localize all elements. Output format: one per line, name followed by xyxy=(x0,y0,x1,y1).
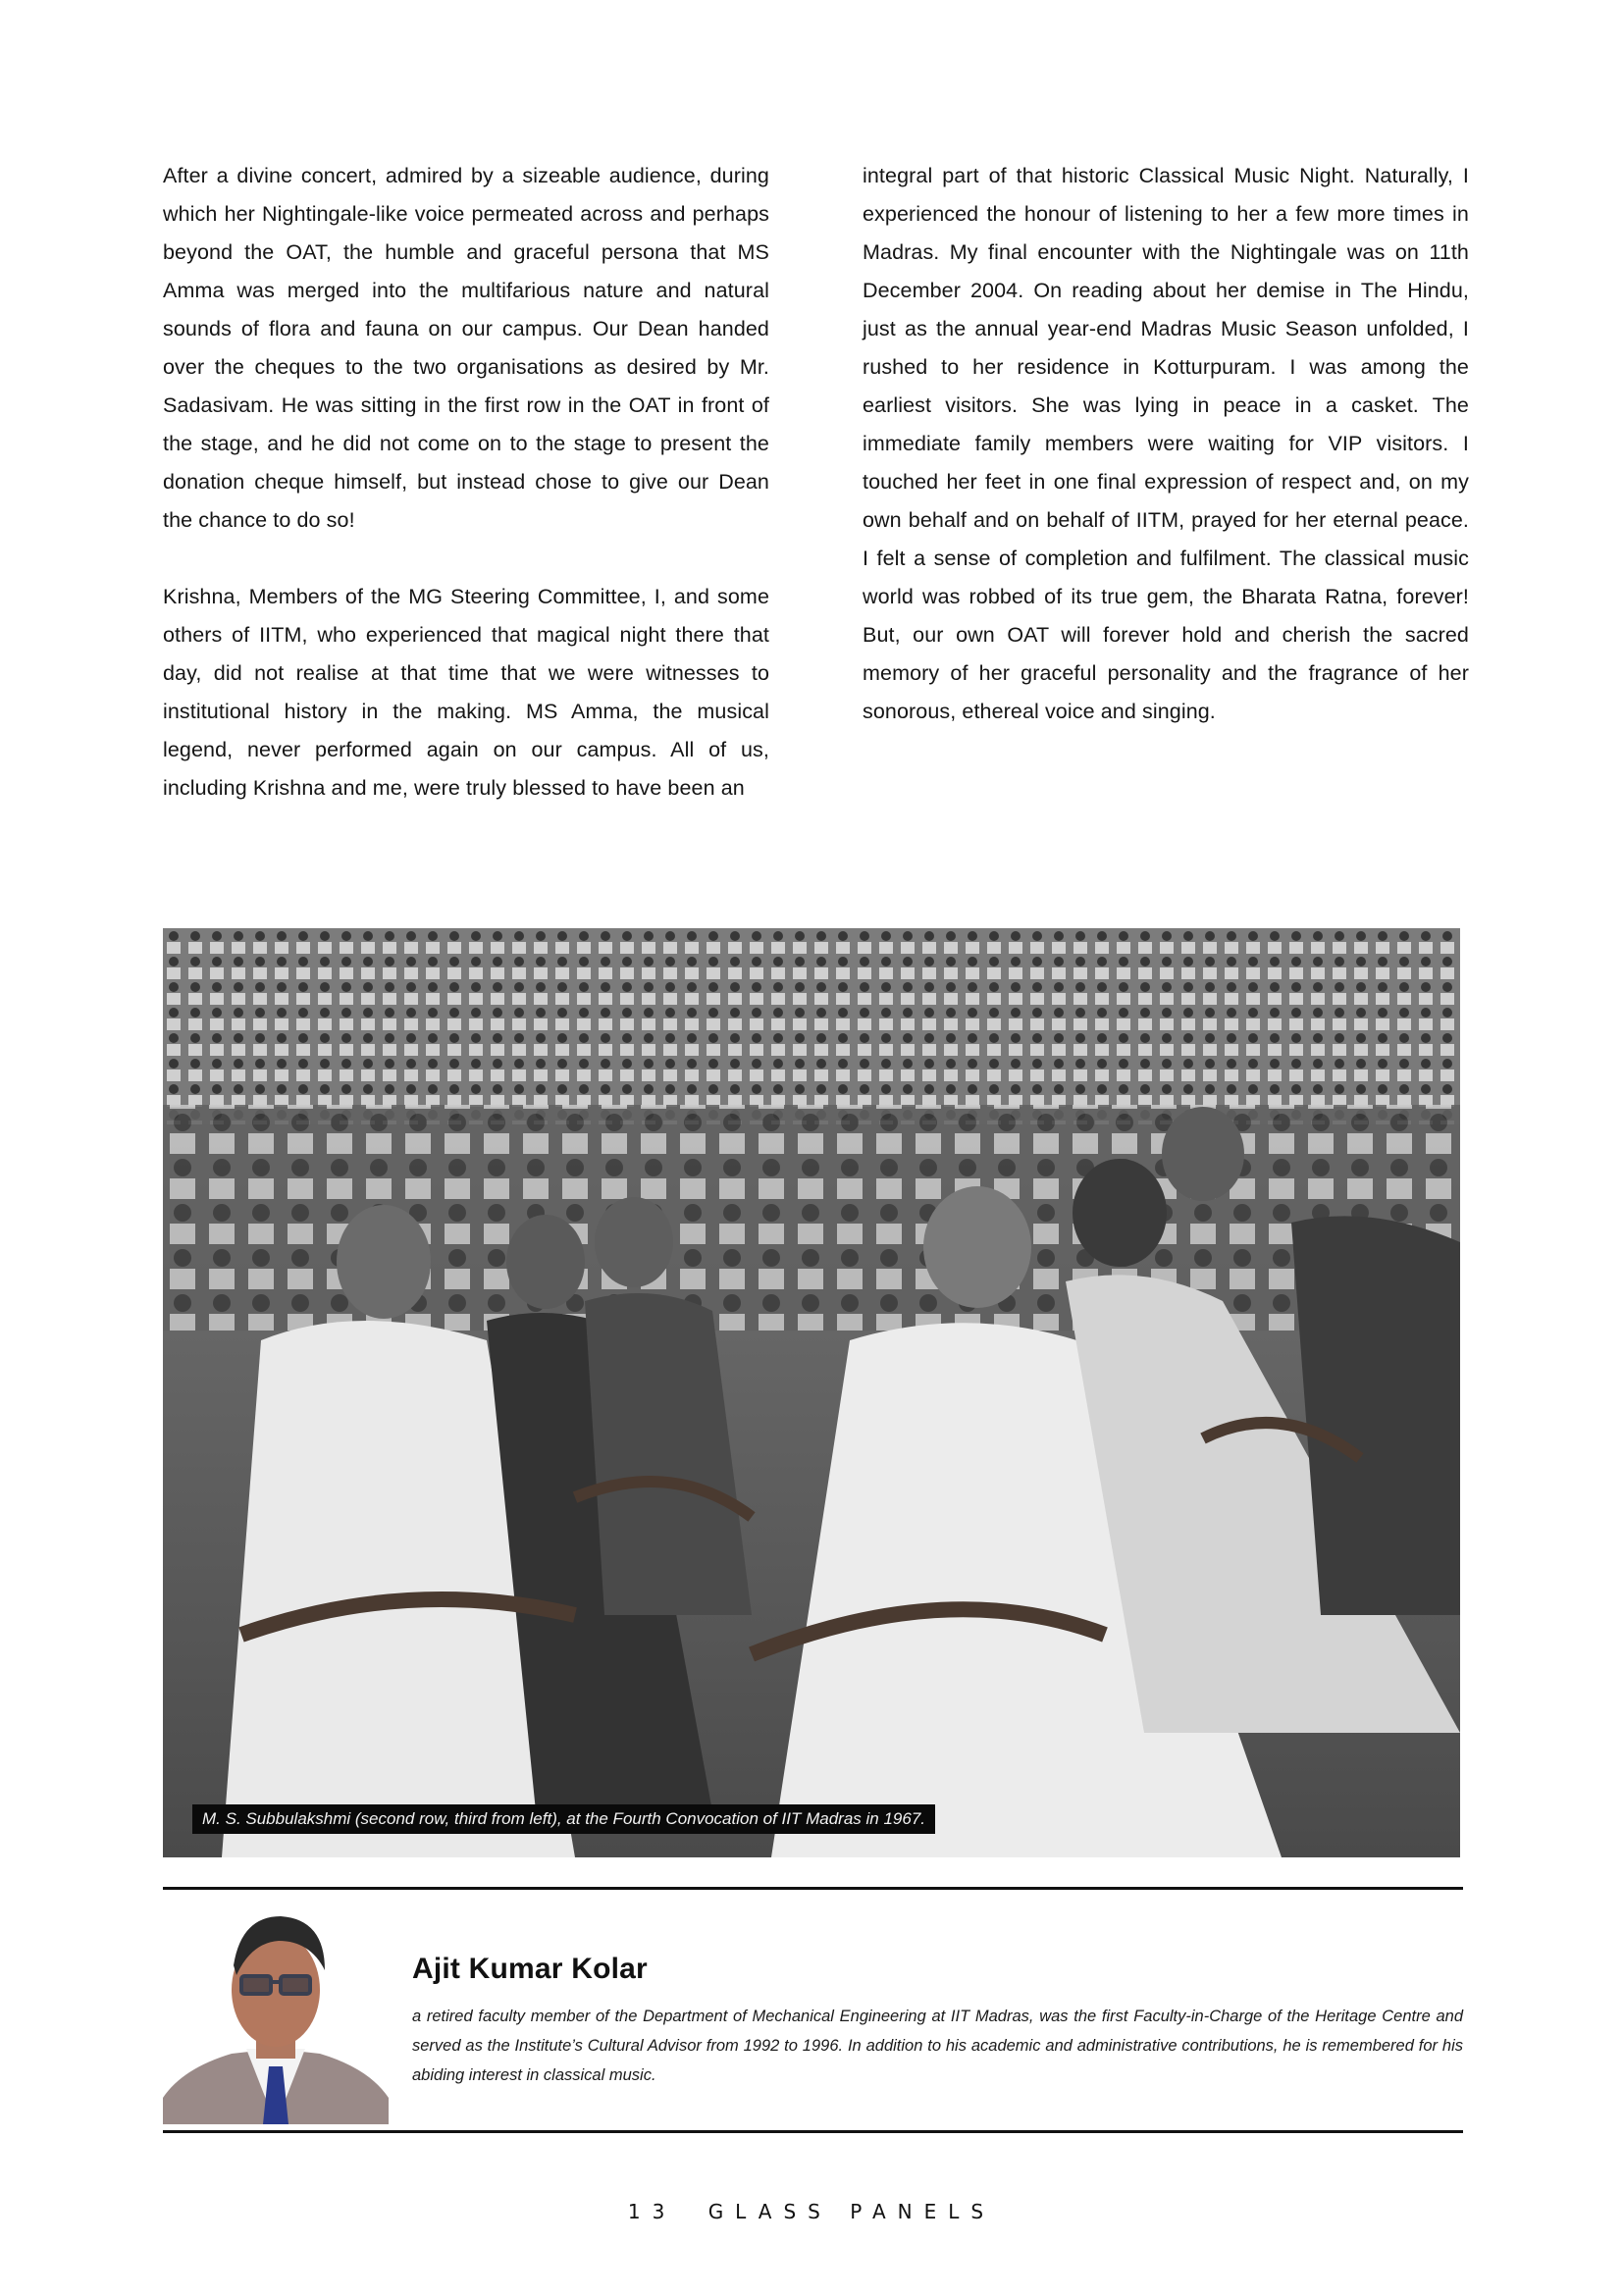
publication-title: GLASS PANELS xyxy=(707,2200,996,2223)
author-portrait xyxy=(163,1911,389,2124)
author-name: Ajit Kumar Kolar xyxy=(412,1953,648,1985)
author-bio: a retired faculty member of the Department of Mechanical Engineering at IIT Madras, was the first Faculty-in-Charge of the Heritage Centre and served as the Institute’s Cultural Advisor from 1992 to 1996. In addition to his academic and administrative contributions, he is remembered for his abiding interest in classical music. xyxy=(412,2008,1463,2084)
photo-caption: M. S. Subbulakshmi (second row, third from left), at the Fourth Convocation of IIT Madras in 1967. xyxy=(192,1804,935,1834)
audience-photo-illustration xyxy=(163,928,1460,1857)
divider-bottom xyxy=(163,2130,1463,2133)
paragraph: integral part of that historic Classical Music Night. Naturally, I experienced the honour of listening to her a few more times in Madras. My final encounter with the Nightingale was on 11th December 2004. On reading about her demise in The Hindu, just as the annual year-end Madras Music Season unfolded, I rushed to her residence in Kotturpuram. I was among the earliest visitors. She was lying in peace in a casket. The immediate family members were waiting for VIP visitors. I touched her feet in one final expression of respect and, on my own behalf and on behalf of IITM, prayed for her eternal peace. I felt a sense of completion and fulfilment. The classical music world was robbed of its true gem, the Bharata Ratna, forever! But, our own OAT will forever hold and cherish the sacred memory of her graceful personality and the fragrance of her sonorous, ethereal voice and singing. xyxy=(863,164,1469,723)
paragraph: After a divine concert, admired by a sizeable audience, during which her Nightingale-like voice permeated across and perhaps beyond the OAT, the humble and graceful persona that MS Amma was merged into the multifarious nature and natural sounds of flora and fauna on our campus. Our Dean handed over the cheques to the two organisations as desired by Mr. Sadasivam. He was sitting in the first row in the OAT in front of the stage, and he did not come on to the stage to present the donation cheque himself, but instead chose to give our Dean the chance to do so! xyxy=(163,164,769,532)
portrait-illustration xyxy=(163,1911,389,2124)
page-number: 13 xyxy=(627,2200,677,2223)
divider-top xyxy=(163,1887,1463,1890)
article-column-right xyxy=(863,157,1469,731)
page-footer xyxy=(0,2200,1623,2223)
convocation-photo xyxy=(163,928,1460,1857)
article-column-left xyxy=(163,157,769,808)
paragraph: Krishna, Members of the MG Steering Committee, I, and some others of IITM, who experienced that magical night there that day, did not realise at that time that we were witnesses to institutional history in the making. MS Amma, the musical legend, never performed again on our campus. All of us, including Krishna and me, were truly blessed to have been an xyxy=(163,585,769,800)
